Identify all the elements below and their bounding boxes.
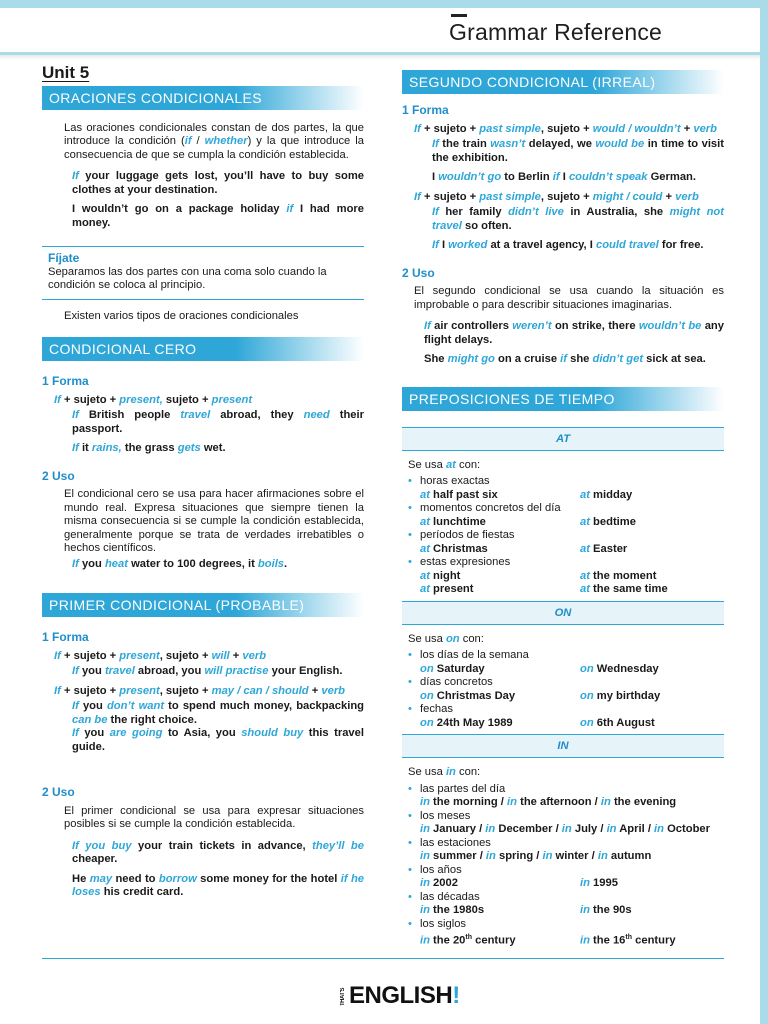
- example: If it rains, the grass gets wet.: [72, 442, 226, 454]
- band-at: AT: [402, 427, 724, 451]
- example-pair: at present at the same time: [420, 583, 668, 595]
- subheading-uso: 2 Uso: [42, 785, 75, 799]
- example: I wouldn’t go to Berlin if I couldn’t speak German.: [432, 171, 696, 183]
- uso-paragraph: El segundo condicional se usa cuando la situación es improbable o para describir situaciones imaginarias.: [414, 285, 724, 311]
- usage-line: Se usa at con:: [408, 458, 481, 471]
- uso-paragraph: El primer condicional se usa para expresar situaciones posibles si se cumple la condición establecida.: [64, 804, 364, 830]
- subheading-uso: 2 Uso: [42, 468, 75, 483]
- example: If you don’t want to spend much money, backpacking can be the right choice.: [72, 700, 364, 726]
- brand-logo: THAT'S ENGLISH!: [340, 982, 460, 1009]
- subheading-forma: 1 Forma: [42, 630, 89, 644]
- example: If you travel abroad, you will practise your English.: [72, 665, 343, 677]
- example: If her family didn’t live in Australia, she might not travel so often.: [432, 206, 724, 232]
- example-pair: on Christmas Day on my birthday: [420, 689, 661, 702]
- example: If you heat water to 100 degrees, it boils.: [72, 557, 288, 570]
- page-title: Grammar Reference: [449, 19, 663, 45]
- section-segundo-condicional: SEGUNDO CONDICIONAL (IRREAL): [402, 70, 724, 94]
- list-item: • los meses: [408, 810, 724, 824]
- list-item: • períodos de fiestas: [408, 529, 724, 543]
- subheading-uso: 2 Uso: [402, 265, 435, 280]
- example-pair: at lunchtime at bedtime: [420, 515, 636, 528]
- example-pair: in the 1980s in the 90s: [420, 904, 632, 916]
- header-mark: [451, 14, 467, 17]
- example-pair: at half past six at midday: [420, 488, 633, 501]
- example-pair: at night at the moment: [420, 569, 657, 582]
- right-column: [402, 70, 724, 948]
- list-item: • los días de la semana: [408, 649, 724, 663]
- header-shadow: [0, 55, 760, 60]
- section-primer-condicional: PRIMER CONDICIONAL (PROBABLE): [42, 593, 364, 617]
- uso-paragraph: El condicional cero se usa para hacer afirmaciones sobre el mundo real. Expresa situaciones que siempre tienen la misma consecuencia si se cumple la condición establecida, generalmente porque se trata de verdades irrebatibles o hechos científicos.: [64, 488, 364, 554]
- example: If air controllers weren’t on strike, there wouldn’t be any flight delays.: [424, 320, 724, 346]
- intro-paragraph: Las oraciones condicionales constan de dos partes, la que introduce la condición (if / whether) y la que introduce la consecuencia de que se cumpla la condición establecida.: [64, 121, 364, 161]
- example-pair: on Saturday on Wednesday: [420, 662, 659, 675]
- section-condicional-cero: CONDICIONAL CERO: [42, 337, 364, 361]
- example-line: in summer / in spring / in winter / in autumn: [420, 850, 652, 862]
- formula: If + sujeto + past simple, sujeto + might / could + verb: [414, 190, 699, 203]
- example: If you are going to Asia, you should buy this travel guide.: [72, 727, 364, 753]
- example: She might go on a cruise if she didn’t get sick at sea.: [424, 353, 706, 365]
- list-item: • las estaciones: [408, 837, 724, 851]
- formula: If + sujeto + present, sujeto + present: [54, 393, 253, 406]
- note-text: Separamos las dos partes con una coma solo cuando la condición se coloca al principio.: [48, 265, 327, 291]
- formula: If + sujeto + past simple, sujeto + would / wouldn’t + verb: [414, 122, 717, 135]
- right-frame: [760, 0, 768, 1024]
- example: If I worked at a travel agency, I could travel for free.: [432, 239, 704, 251]
- usage-line: Se usa in con:: [408, 766, 481, 778]
- example-pair: at Christmas at Easter: [420, 542, 628, 555]
- example-line: in the morning / in the afternoon / in the evening: [420, 796, 677, 808]
- top-frame: [0, 0, 768, 8]
- section-preposiciones: PREPOSICIONES DE TIEMPO: [402, 387, 724, 411]
- note-box: [42, 246, 364, 300]
- note-title: Fíjate: [48, 251, 80, 265]
- list-item: • los años: [408, 864, 724, 878]
- example: If your luggage gets lost, you’ll have to buy some clothes at your destination.: [72, 170, 364, 196]
- list-item: • estas expresiones: [408, 556, 724, 570]
- example-pair: in 2002 in 1995: [420, 877, 618, 889]
- unit-title: Unit 5: [42, 63, 90, 82]
- example: If the train wasn’t delayed, we would be in time to visit the exhibition.: [432, 138, 724, 164]
- left-column: [42, 63, 365, 906]
- subheading-forma: 1 Forma: [402, 103, 449, 117]
- list-item: • las partes del día: [408, 783, 724, 797]
- band-in: IN: [402, 734, 724, 758]
- list-item: • momentos concretos del día: [408, 502, 724, 516]
- list-item: • fechas: [408, 703, 724, 717]
- formula: If + sujeto + present, sujeto + will + verb: [54, 649, 267, 662]
- example: He may need to borrow some money for the hotel if he loses his credit card.: [72, 872, 365, 898]
- section-oraciones-condicionales: ORACIONES CONDICIONALES: [42, 86, 364, 110]
- list-item: • las décadas: [408, 891, 724, 905]
- example: If British people travel abroad, they need their passport.: [72, 409, 364, 435]
- usage-line: Se usa on con:: [408, 632, 484, 645]
- types-paragraph: Existen varios tipos de oraciones condicionales: [64, 309, 299, 322]
- list-item: • los siglos: [408, 918, 724, 932]
- footer-divider: [42, 958, 724, 959]
- formula: If + sujeto + present, sujeto + may / can / should + verb: [54, 684, 346, 697]
- example: I wouldn’t go on a package holiday if I had more money.: [72, 203, 365, 229]
- example: If you buy your train tickets in advance, they’ll be cheaper.: [72, 839, 364, 865]
- list-item: • horas exactas: [408, 475, 724, 489]
- list-item: • días concretos: [408, 676, 724, 690]
- example-pair: in the 20th century in the 16th century: [420, 934, 676, 947]
- example-line: in January / in December / in July / in April / in October: [420, 823, 711, 835]
- band-on: ON: [402, 601, 724, 625]
- example-pair: on 24th May 1989 on 6th August: [420, 716, 655, 729]
- subheading-forma: 1 Forma: [42, 374, 89, 388]
